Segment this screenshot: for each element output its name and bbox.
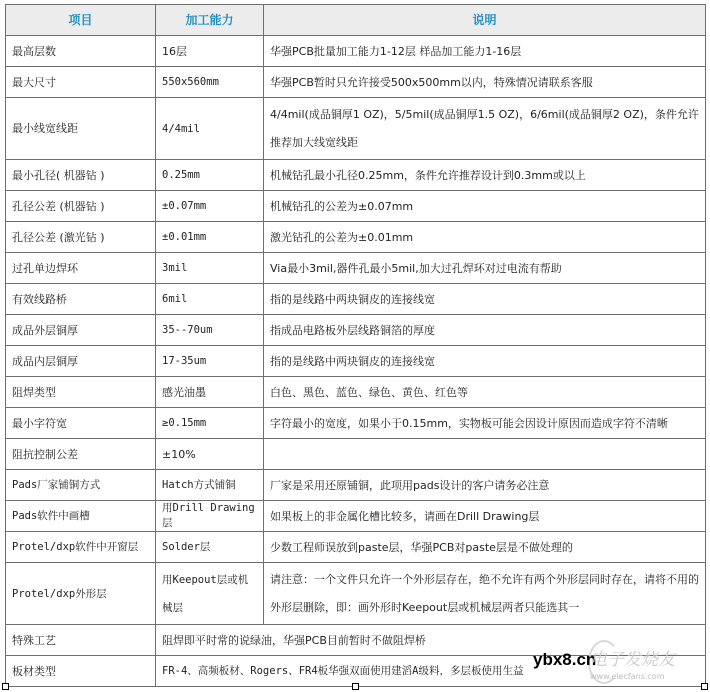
- capability-cell: 4/4mil: [156, 98, 264, 160]
- capability-cell: ±0.01mm: [156, 222, 264, 253]
- item-cell: 最小孔径( 机器钻 ): [6, 160, 156, 191]
- note-cell: 指的是线路中两块铜皮的连接线宽: [264, 284, 706, 315]
- resize-handle-bottom-left[interactable]: [2, 683, 9, 690]
- note-cell: 字符最小的宽度，如果小于0.15mm，实物板可能会因设计原因而造成字符不清晰: [264, 408, 706, 439]
- table-row: [6, 408, 706, 439]
- capability-cell: 3mil: [156, 253, 264, 284]
- table-row: [6, 501, 706, 532]
- note-cell: 少数工程师误放到paste层，华强PCB对paste层是不做处理的: [264, 532, 706, 563]
- capability-cell: 0.25mm: [156, 160, 264, 191]
- item-cell: 最小线宽线距: [6, 98, 156, 160]
- header-capability: 加工能力: [156, 5, 264, 36]
- note-cell: 白色、黑色、蓝色、绿色、黄色、红色等: [264, 377, 706, 408]
- item-cell: 板材类型: [6, 656, 156, 687]
- item-cell: 有效线路桥: [6, 284, 156, 315]
- item-cell: 特殊工艺: [6, 625, 156, 656]
- table-row: [6, 191, 706, 222]
- watermark-brand-name: 电子发烧友: [590, 650, 675, 670]
- note-cell: 厂家是采用还原铺铜，此项用pads设计的客户请务必注意: [264, 470, 706, 501]
- table-row: [6, 67, 706, 98]
- table-row: [6, 36, 706, 67]
- resize-handle-bottom-right[interactable]: [701, 683, 708, 690]
- note-cell: 4/4mil(成品铜厚1 OZ)，5/5mil(成品铜厚1.5 OZ)，6/6mil(成品铜厚2 OZ)，条件允许推荐加大线宽线距: [264, 98, 706, 160]
- watermark-brand: [590, 645, 700, 687]
- capability-cell: Hatch方式铺铜: [156, 470, 264, 501]
- note-cell: 华强PCB批量加工能力1-12层 样品加工能力1-16层: [264, 36, 706, 67]
- header-note: 说明: [264, 5, 706, 36]
- table-row: [6, 563, 706, 625]
- item-cell: 孔径公差 (激光钻 ): [6, 222, 156, 253]
- capability-cell: 用Keepout层或机械层: [156, 563, 264, 625]
- item-cell: 孔径公差 (机器钻 ): [6, 191, 156, 222]
- item-cell: 成品内层铜厚: [6, 346, 156, 377]
- item-cell: Protel/dxp外形层: [6, 563, 156, 625]
- note-cell: 指的是线路中两块铜皮的连接线宽: [264, 346, 706, 377]
- item-cell: 阻焊类型: [6, 377, 156, 408]
- item-cell: 过孔单边焊环: [6, 253, 156, 284]
- item-cell: Protel/dxp软件中开窗层: [6, 532, 156, 563]
- merged-cell: FR-4、高频板材、Rogers、FR4板华强双面使用建滔A级料，多层板使用生益: [156, 656, 706, 687]
- note-cell: Via最小3mil,器件孔最小5mil,加大过孔焊环对过电流有帮助: [264, 253, 706, 284]
- note-cell: 华强PCB暂时只允许接受500x500mm以内，特殊情况请联系客服: [264, 67, 706, 98]
- item-cell: 最高层数: [6, 36, 156, 67]
- resize-handle-bottom-center[interactable]: [352, 683, 359, 690]
- header-item: 项目: [6, 5, 156, 36]
- capability-cell: ≥0.15mm: [156, 408, 264, 439]
- capability-cell: 17-35um: [156, 346, 264, 377]
- capability-cell: Solder层: [156, 532, 264, 563]
- note-cell: 如果板上的非金属化槽比较多，请画在Drill Drawing层: [264, 501, 706, 532]
- capability-cell: 6mil: [156, 284, 264, 315]
- capability-cell: 35--70um: [156, 315, 264, 346]
- watermark-url: www.elecfans.com: [590, 672, 665, 681]
- note-cell: 机械钻孔最小孔径0.25mm，条件允许推荐设计到0.3mm或以上: [264, 160, 706, 191]
- note-cell: 激光钻孔的公差为±0.01mm: [264, 222, 706, 253]
- table-row: [6, 160, 706, 191]
- capability-cell: 16层: [156, 36, 264, 67]
- table-row: [6, 315, 706, 346]
- table-row: [6, 253, 706, 284]
- table-row: [6, 532, 706, 563]
- table-row: [6, 346, 706, 377]
- pcb-capability-table: [5, 4, 706, 687]
- table-row: [6, 377, 706, 408]
- capability-cell: ±10%: [156, 439, 264, 470]
- capability-cell: 感光油墨: [156, 377, 264, 408]
- table-row: [6, 222, 706, 253]
- capability-cell: ±0.07mm: [156, 191, 264, 222]
- note-cell: [264, 439, 706, 470]
- item-cell: 成品外层铜厚: [6, 315, 156, 346]
- capability-cell: 550x560mm: [156, 67, 264, 98]
- watermark-site: ybx8.cn: [533, 650, 597, 669]
- table-header-row: [6, 5, 706, 36]
- table-row: [6, 439, 706, 470]
- item-cell: 阻抗控制公差: [6, 439, 156, 470]
- merged-cell: 阻焊即平时常的说绿油，华强PCB目前暂时不做阻焊桥: [156, 625, 706, 656]
- item-cell: 最小字符宽: [6, 408, 156, 439]
- item-cell: 最大尺寸: [6, 67, 156, 98]
- table-row: [6, 284, 706, 315]
- table-row: [6, 98, 706, 160]
- item-cell: Pads软件中画槽: [6, 501, 156, 532]
- note-cell: 机械钻孔的公差为±0.07mm: [264, 191, 706, 222]
- note-cell: 指成品电路板外层线路铜箔的厚度: [264, 315, 706, 346]
- note-cell: 请注意：一个文件只允许一个外形层存在，绝不允许有两个外形层同时存在，请将不用的外形层删除，即：画外形时Keepout层或机械层两者只能选其一: [264, 563, 706, 625]
- item-cell: Pads厂家铺铜方式: [6, 470, 156, 501]
- table-row: [6, 470, 706, 501]
- capability-cell: 用Drill Drawing层: [156, 501, 264, 532]
